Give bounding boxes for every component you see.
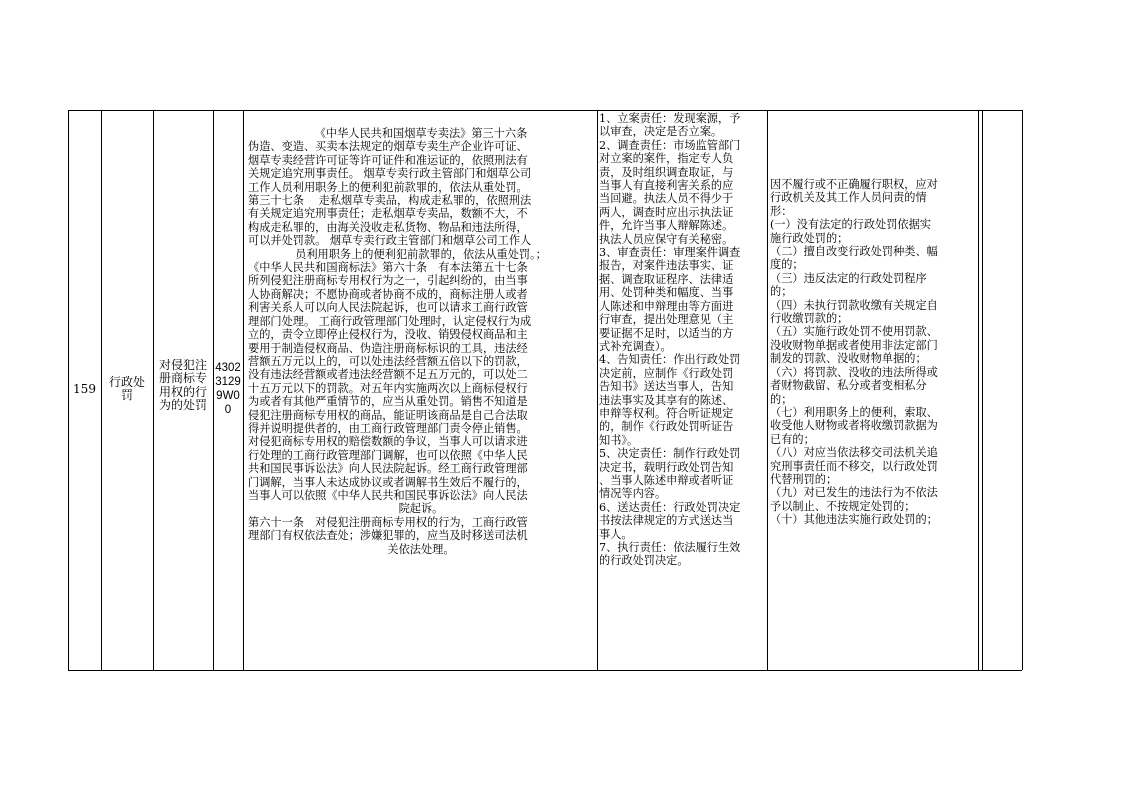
responsibility-line: 据、调查取证程序、法律适 <box>599 272 734 286</box>
accountability-line: 的； <box>770 392 793 406</box>
responsibility-line: 告知书》送达当事人，告知 <box>599 380 734 394</box>
accountability-line: （三）违反法定的行政处罚程序 <box>770 271 927 285</box>
accountability-line: 已有的； <box>770 432 815 446</box>
legal-basis-line: 十五万元以下的罚款。对五年内实施两次以上商标侵权行 <box>248 381 528 395</box>
legal-basis-line: 所列侵犯注册商标专用权行为之一，引起纠纷的，由当事 <box>248 274 528 288</box>
accountability-line: 究刑事责任而不移交，以行政处罚 <box>770 459 938 473</box>
column-divider <box>1022 110 1023 670</box>
accountability-line: （五）实施行政处罚不使用罚款、 <box>770 325 938 339</box>
accountability-line: 收受他人财物或者将收缴罚款据为 <box>770 419 938 433</box>
responsibility-line: 申辩等权利。符合听证规定 <box>599 406 734 420</box>
responsibility-line: 的，制作《行政处罚听证告 <box>599 420 734 434</box>
accountability-line: (一）没有法定的行政处罚依据实 <box>770 218 931 232</box>
accountability-line: （七）利用职务上的便利，索取、 <box>770 405 938 419</box>
legal-basis-line: 要用于制造侵权商品、伪造注册商标标识的工具，违法经 <box>248 341 528 355</box>
accountability-line: 没收财物单据或者使用非法定部门 <box>770 338 938 352</box>
legal-basis-line: 《中华人民共和国商标法》第六十条 有本法第五十七条 <box>248 261 528 275</box>
power-type-line: 行政处 <box>108 376 145 389</box>
responsibility-line: 决定书，载明行政处罚告知 <box>599 460 734 474</box>
accountability-line: （二）擅自改变行政处罚种类、幅 <box>770 245 938 259</box>
power-type-cell <box>101 376 153 403</box>
responsibility-line: 要证据不足时，以适当的方 <box>599 326 734 340</box>
accountability-line: 因不履行或不正确履行职权，应对 <box>770 178 938 191</box>
responsibility-line: 5、决定责任：制作行政处罚 <box>599 447 741 461</box>
responsibility-line: 当事人有直接利害关系的应 <box>599 179 734 193</box>
accountability-line: （九）对已发生的违法行为不依法 <box>770 486 938 500</box>
responsibility-line: 对立案的案件，指定专人负 <box>599 152 734 166</box>
legal-basis-line: 没有违法经营额或者违法经营额不足五万元的，可以处二 <box>248 368 528 382</box>
legal-basis-line: 《中华人民共和国烟草专卖法》第三十六条 <box>314 127 528 140</box>
accountability-line: 施行政处罚的； <box>770 231 849 245</box>
accountability-line: 行收缴罚款的； <box>770 312 849 326</box>
legal-basis-line: 工作人员利用职务上的便利犯前款罪的，依法从重处罚。 <box>248 180 528 194</box>
responsibility-line: 书按法律规定的方式送达当 <box>599 514 734 528</box>
column-divider <box>767 110 768 670</box>
legal-basis-line: 人协商解决；不愿协商或者协商不成的，商标注册人或者 <box>248 287 528 301</box>
legal-basis-line: 院起诉。 <box>398 502 444 516</box>
legal-basis-line: 共和国民事诉讼法》向人民法院起诉。经工商行政管理部 <box>248 462 528 476</box>
column-divider <box>243 110 244 670</box>
legal-basis-cell <box>248 127 594 556</box>
legal-basis-line: 关规定追究刑事责任。 烟草专卖行政主管部门和烟草公司 <box>248 167 532 181</box>
responsibility-line: 2、调查责任：市场监管部门 <box>599 138 741 152</box>
responsibility-line: 报告，对案件违法事实、证 <box>599 259 734 273</box>
legal-basis-line: 烟草专卖经营许可证等许可证件和准运证的，依照刑法有 <box>248 153 528 167</box>
responsibility-line: 责，及时组织调查取证，与 <box>599 165 734 179</box>
item-name-line: 为的处罚 <box>158 398 207 413</box>
responsibility-line: 知书》。 <box>599 433 639 447</box>
accountability-line: 行政机关及其工作人员问责的情 <box>770 191 927 205</box>
responsibility-line: 6、送达责任：行政处罚决定 <box>599 500 741 514</box>
responsibility-line: 两人，调查时应出示执法证 <box>599 205 734 219</box>
responsibility-line: 件，允许当事人辩解陈述。 <box>599 219 734 233</box>
item-name-line: 对侵犯注 <box>158 359 207 372</box>
legal-basis-line: 为或者有其他严重情节的，应当从重处罚。销售不知道是 <box>248 395 528 409</box>
legal-basis-line: 构成走私罪的，由海关没收走私货物、物品和违法所得， <box>248 220 528 234</box>
item-name-line: 用权的行 <box>158 384 207 399</box>
item-code-line: 0 <box>224 404 232 416</box>
accountability-line: 形： <box>770 204 793 218</box>
accountability-line: 代替刑罚的； <box>770 472 838 486</box>
responsibility-line: 4、告知责任：作出行政处罚 <box>599 353 741 367</box>
legal-basis-line: 营额五万元以上的，可以处违法经营额五倍以下的罚款， <box>248 354 528 368</box>
responsibility-line: 的行政处罚决定。 <box>599 554 689 568</box>
legal-basis-line: 理部门有权依法查处；涉嫌犯罪的，应当及时移送司法机 <box>248 529 528 543</box>
responsibility-line: 式补充调查）。 <box>599 339 672 353</box>
column-divider <box>597 110 598 670</box>
legal-basis-line: 可以并处罚款。 烟草专卖行政主管部门和烟草公司工作人 <box>248 234 532 248</box>
accountability-line: （四）未执行罚款收缴有关规定自 <box>770 298 938 312</box>
row-number: 159 <box>73 383 96 396</box>
accountability-line: 的； <box>770 285 793 299</box>
responsibility-line: 以审查，决定是否立案。 <box>599 125 723 139</box>
legal-basis-line: 第三十七条 走私烟草专卖品，构成走私罪的，依照刑法 <box>248 194 532 208</box>
table-bottom-border <box>68 670 1022 671</box>
item-name-line: 册商标专 <box>158 371 207 386</box>
item-code-line: 3129 <box>215 376 241 388</box>
responsibility-line: 1、立案责任：发现案源，予 <box>599 112 741 125</box>
legal-basis-line: 门调解，当事人未达成协议或者调解书生效后不履行的， <box>248 475 528 489</box>
legal-basis-line: 第六十一条 对侵犯注册商标专用权的行为，工商行政管 <box>248 515 528 529</box>
legal-basis-line: 侵犯注册商标专用权的商品，能证明该商品是自己合法取 <box>248 408 528 422</box>
responsibility-line: 行审查，提出处理意见（主 <box>599 313 734 327</box>
responsibility-line: 违法事实及其享有的陈述、 <box>599 393 734 407</box>
item-code-line: 9W0 <box>216 390 240 402</box>
responsibility-cell <box>599 112 765 568</box>
responsibility-line: 事人。 <box>599 527 633 541</box>
responsibility-line: 、当事人陈述申辩或者听证 <box>599 473 734 487</box>
column-divider <box>978 110 979 670</box>
accountability-line: 予以制止、不按规定处罚的； <box>770 499 916 513</box>
legal-basis-line: 理部门处理。 工商行政管理部门处理时，认定侵权行为成 <box>248 314 532 328</box>
accountability-cell <box>770 178 976 527</box>
legal-basis-line: 关依法处理。 <box>387 542 455 556</box>
accountability-line: （十）其他违法实施行政处罚的； <box>770 513 938 527</box>
accountability-line: 者财物截留、私分或者变相私分 <box>770 379 927 393</box>
legal-basis-line: 有关规定追究刑事责任；走私烟草专卖品，数额不大，不 <box>248 207 528 221</box>
legal-basis-line: 行处理的工商行政管理部门调解，也可以依照《中华人民 <box>248 448 528 462</box>
item-name-cell <box>153 359 213 413</box>
responsibility-line: 人陈述和申辩理由等方面进 <box>599 299 734 313</box>
accountability-line: 度的； <box>770 258 804 272</box>
responsibility-line: 决定前，应制作《行政处罚 <box>599 366 734 380</box>
legal-basis-line: 得并说明提供者的，由工商行政管理部门责令停止销售。 <box>248 421 528 435</box>
legal-basis-line: 当事人可以依照《中华人民共和国民事诉讼法》向人民法 <box>248 488 528 502</box>
power-type-line: 罚 <box>120 388 133 403</box>
legal-basis-line: 立的，责令立即停止侵权行为，没收、销毁侵权商品和主 <box>248 328 528 342</box>
responsibility-line: 7、执行责任：依法履行生效 <box>599 541 741 554</box>
legal-basis-line: 员利用职务上的便利犯前款罪的，依法从重处罚。； <box>295 247 547 261</box>
responsibility-line: 3、审查责任：审理案件调查 <box>599 246 741 260</box>
responsibility-line: 执法人员应保守有关秘密。 <box>599 232 734 246</box>
legal-basis-line: 利害关系人可以向人民法院起诉，也可以请求工商行政管 <box>248 301 528 315</box>
accountability-line: （八）对应当依法移交司法机关追 <box>770 446 938 460</box>
table-top-border <box>68 110 1022 111</box>
legal-basis-line: 伪造、变造、买卖本法规定的烟草专卖生产企业许可证、 <box>248 140 528 154</box>
responsibility-line: 当回避。执法人员不得少于 <box>599 192 734 206</box>
accountability-line: 制发的罚款、没收财物单据的； <box>770 352 927 366</box>
item-code-line: 4302 <box>215 362 241 374</box>
remarks-cell <box>983 111 1021 669</box>
item-code-cell <box>213 361 243 417</box>
responsibility-line: 用、处罚种类和幅度、当事 <box>599 286 734 300</box>
responsibility-line: 情况等内容。 <box>599 487 667 501</box>
legal-basis-line: 对侵犯商标专用权的赔偿数额的争议，当事人可以请求进 <box>248 435 528 449</box>
accountability-line: （六）将罚款、没收的违法所得或 <box>770 365 938 379</box>
row-number-cell <box>68 383 101 396</box>
